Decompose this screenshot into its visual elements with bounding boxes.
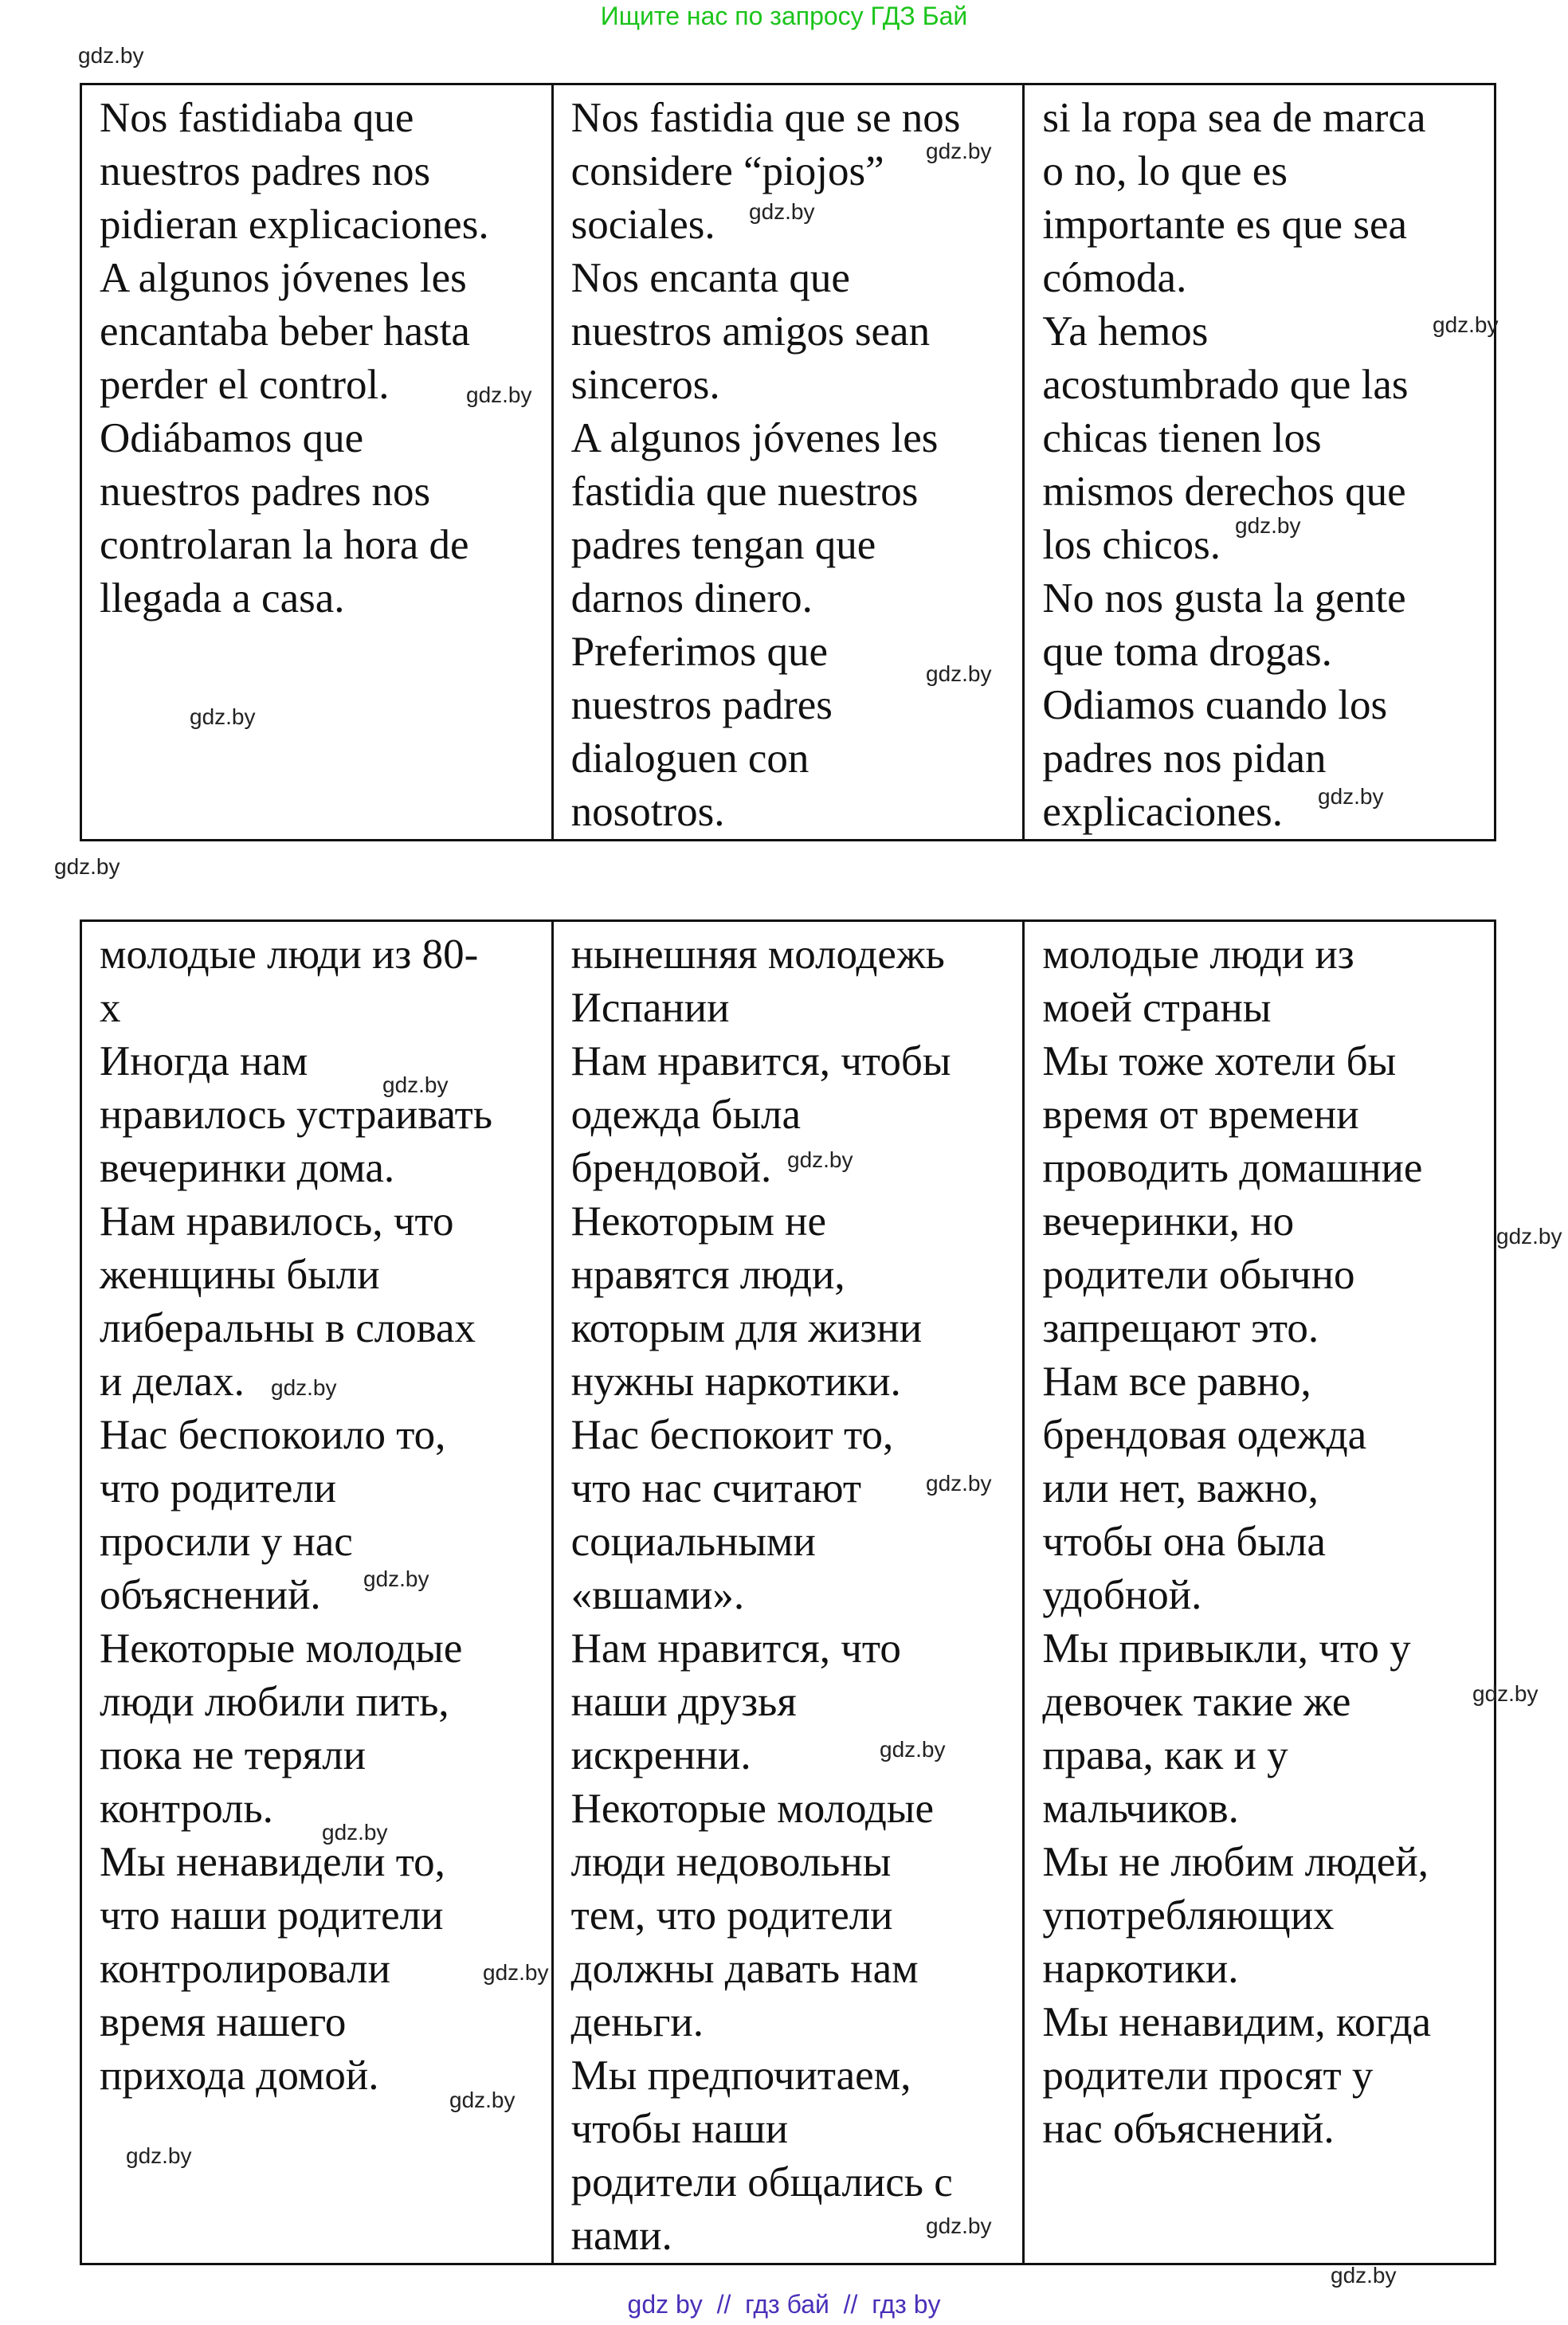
table-cell-col1: молодые люди из 80- х Иногда нам нравилось устраивать вечеринки дома. Нам нравилось, что женщины были либеральны в словах и делах. Нас беспокоило то, что родители просили у нас объяснений. Некоторые молодые люди любили пить, пока не теряли контроль. Мы ненавидели то, что наши родители контролировали время нашего прихода домой.: [81, 921, 553, 2264]
watermark: gdz.by: [880, 1737, 946, 1762]
watermark: gdz.by: [1318, 784, 1384, 809]
watermark: gdz.by: [926, 1471, 992, 1496]
footer-separator: //: [716, 2290, 731, 2319]
watermark: gdz.by: [126, 2143, 192, 2168]
watermark: gdz.by: [190, 704, 256, 729]
footer-links: [0, 2288, 1568, 2320]
footer-link[interactable]: гдз by: [872, 2290, 941, 2319]
watermark: gdz.by: [466, 382, 532, 407]
watermark: gdz.by: [54, 854, 120, 879]
watermark: gdz.by: [483, 1960, 549, 1985]
russian-translation-table: [80, 919, 1496, 2265]
table-cell-col2: Nos fastidia que se nos considere “piojos” sociales. Nos encanta que nuestros amigos sean sinceros. A algunos jóvenes les fastidia que nuestros padres tengan que darnos dinero. Preferimos que nuestros padres dialoguen con nosotros.: [552, 84, 1024, 841]
watermark: gdz.by: [749, 199, 815, 224]
watermark: gdz.by: [926, 661, 992, 686]
table-row: [81, 921, 1495, 2264]
table-cell-col2: нынешняя молодежь Испании Нам нравится, чтобы одежда была брендовой. Некоторым не нравятся люди, которым для жизни нужны наркотики. Нас беспокоит то, что нас считают социальными «вшами». Нам нравится, что наши друзья искренни. Некоторые молодые люди недовольны тем, что родители должны давать нам деньги. Мы предпочитаем, чтобы наши родители общались с нами.: [552, 921, 1024, 2264]
footer-link[interactable]: гдз бай: [745, 2290, 829, 2319]
watermark: gdz.by: [382, 1072, 449, 1097]
watermark: gdz.by: [1472, 1681, 1539, 1706]
footer-separator: //: [843, 2290, 858, 2319]
table-cell-col1: Nos fastidiaba que nuestros padres nos pidieran explicaciones. A algunos jóvenes les encantaba beber hasta perder el control. Odiábamos que nuestros padres nos controlaran la hora de llegada a casa.: [81, 84, 553, 841]
watermark: gdz.by: [1331, 2263, 1397, 2288]
watermark: gdz.by: [1235, 513, 1301, 538]
site-banner: Ищите нас по запросу ГДЗ Бай: [600, 2, 968, 30]
table-cell-col3: si la ropa sea de marca o no, lo que es importante es que sea cómoda. Ya hemos acostumbrado que las chicas tienen los mismos derechos que los chicos. No nos gusta la gente que toma drogas. Odiamos cuando los padres nos pidan explicaciones.: [1024, 84, 1495, 841]
watermark: gdz.by: [926, 139, 992, 163]
footer-link[interactable]: gdz by: [627, 2290, 703, 2319]
watermark: gdz.by: [78, 43, 144, 68]
watermark: gdz.by: [787, 1147, 853, 1172]
watermark: gdz.by: [449, 2088, 515, 2112]
table-cell-col3: молодые люди из моей страны Мы тоже хотели бы время от времени проводить домашние вечеринки, но родители обычно запрещают это. Нам все равно, брендовая одежда или нет, важно, чтобы она была удобной. Мы привыкли, что у девочек такие же права, как и у мальчиков. Мы не любим людей, употребляющих наркотики. Мы ненавидим, когда родители просят у нас объяснений.: [1024, 921, 1495, 2264]
watermark: gdz.by: [926, 2213, 992, 2238]
spanish-sentences-table: [80, 83, 1496, 841]
watermark: gdz.by: [322, 1820, 388, 1845]
watermark: gdz.by: [271, 1375, 337, 1400]
watermark: gdz.by: [363, 1566, 429, 1591]
table-row: [81, 84, 1495, 841]
watermark: gdz.by: [1496, 1224, 1562, 1249]
watermark: gdz.by: [1433, 312, 1499, 337]
